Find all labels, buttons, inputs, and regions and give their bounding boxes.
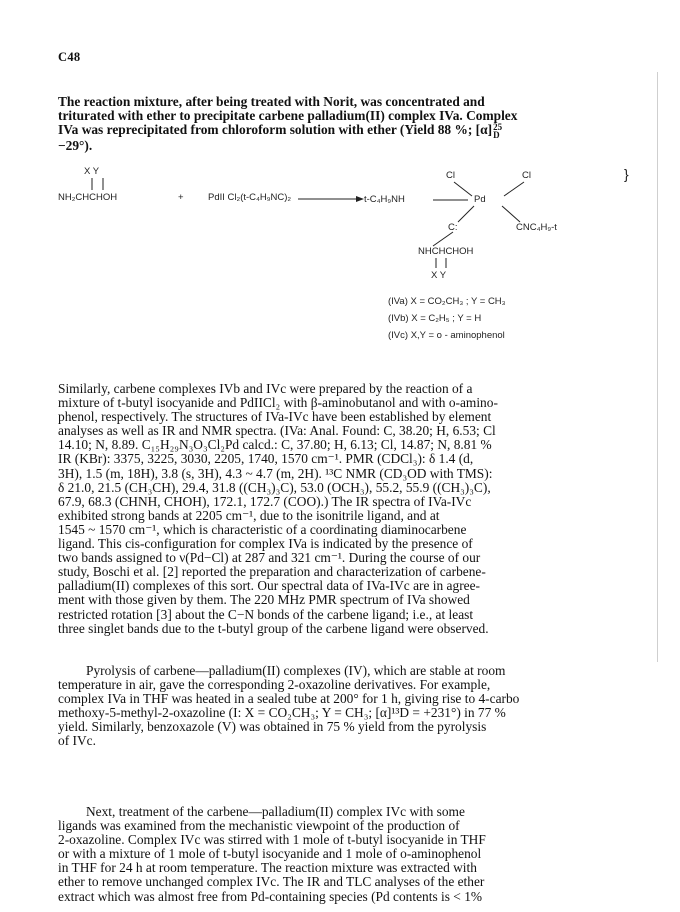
isonitrile-ligand: CNC₄H₉-t <box>516 222 557 233</box>
text-line: palladium(II) complexes of this sort. Our spectral data of IVa-IVc are in agree- <box>58 579 481 594</box>
text-line: three singlet bands due to the t-butyl group of the carbene ligand were observed. <box>58 621 489 636</box>
plus-sign: + <box>178 192 184 203</box>
text-line: 14.10; N, 8.89. C₁₅H₂₉N₃O₃Cl₂Pd calcd.: C, 37.80; H, 6.13; Cl, 14.87; N, 8.81 % <box>58 438 492 453</box>
scheme-bonds <box>58 160 658 365</box>
reactant-aminoalcohol: NH₂CHCHOH <box>58 192 118 203</box>
text-line: Next, treatment of the carbene—palladium(II) complex IVc with some <box>86 805 465 819</box>
text-line: triturated with ether to precipitate carbene palladium(II) complex IVa. Complex <box>58 109 518 124</box>
text-line: The reaction mixture, after being treated with Norit, was concentrated and <box>58 95 485 109</box>
text-line: IR (KBr): 3375, 3225, 3030, 2205, 1740, 1570 cm⁻¹. PMR (CDCl₃): δ 1.4 (d, <box>58 452 474 467</box>
text-line: IVa was reprecipitated from chloroform solution with ether (Yield 88 %; [α] 25 D <box>58 123 503 140</box>
compound-definition: (IVa) X = CO₂CH₃ ; Y = CH₃ <box>388 296 506 307</box>
scheme-bracket: } <box>624 166 629 182</box>
compound-definition: (IVc) X,Y = o - aminophenol <box>388 330 505 341</box>
text-line: of IVc. <box>58 734 96 749</box>
carbene-substituent: NHCHCHOH <box>418 246 474 257</box>
text-line: extract which was almost free from Pd-containing species (Pd contents is < 1% <box>58 889 483 904</box>
text-line: two bands assigned to ν(Pd−Cl) at 287 and 321 cm⁻¹. During the course of our <box>58 551 481 566</box>
text-line: methoxy-5-methyl-2-oxazoline (I: X = CO₂CH₃; Y = CH₃; [α]¹³D = +231°) in 77 % <box>58 706 506 721</box>
text-line: restricted rotation [3] about the C−N bonds of the carbene ligand; i.e., at least <box>58 607 474 622</box>
paragraph-pyrolysis <box>58 664 648 749</box>
chloride-right: Cl <box>522 170 531 181</box>
palladium-reagent: PdII Cl₂(t-C₄H₉NC)₂ <box>208 192 292 203</box>
text-line: temperature in air, gave the corresponding 2-oxazoline derivatives. For example, <box>58 678 491 693</box>
text-line: 3H), 1.5 (m, 18H), 3.8 (s, 3H), 4.3 ~ 4.7 (m, 2H). ¹³C NMR (CD₃OD with TMS): <box>58 466 493 481</box>
text-line: δ 21.0, 21.5 (CH₃CH), 29.4, 31.8 ((CH₃)₃C), 53.0 (OCH₃), 55.2, 55.9 ((CH₃)₃C), <box>58 480 491 495</box>
paragraph-mechanism <box>58 805 648 904</box>
text-line: 2-oxazoline. Complex IVc was stirred with 1 mole of t-butyl isocyanide in THF <box>58 833 486 848</box>
text-line: ligands was examined from the mechanistic viewpoint of the production of <box>58 819 460 834</box>
text-line: mixture of t-butyl isocyanide and PdIICl₂ with β-aminobutanol and with o-amino- <box>58 396 498 411</box>
text-line: ment with those given by them. The 220 MHz PMR spectrum of IVa showed <box>58 593 470 608</box>
text-line: or with a mixture of 1 mole of t-butyl isocyanide and 1 mole of o-aminophenol <box>58 847 482 862</box>
text-line: −29°). <box>58 139 93 154</box>
paragraph-characterization <box>58 382 648 636</box>
text-line: phenol, respectively. The structures of IVa-IVc have been established by element <box>58 410 492 425</box>
text-line: complex IVa in THF was heated in a sealed tube at 200° for 1 h, giving rise to 4-carbo <box>58 692 520 707</box>
text-line: ligand. This cis-configuration for complex IVa is indicated by the presence of <box>58 537 473 552</box>
page-label: C48 <box>58 50 81 64</box>
reactant-xy: X Y <box>84 166 100 177</box>
text-line: in THF for 24 h at room temperature. The reaction mixture was extracted with <box>58 861 477 876</box>
chloride-left: Cl <box>446 170 455 181</box>
text-line: exhibited strong bands at 2205 cm⁻¹, due to the isonitrile ligand, and at <box>58 508 440 523</box>
carbene-carbon: C: <box>448 222 458 233</box>
paragraph-intro <box>58 95 648 153</box>
product-xy: X Y <box>431 270 447 281</box>
text-line: 67.9, 68.3 (CHNH, CHOH), 172.1, 172.7 (COO).) The IR spectra of IVa-IVc <box>58 494 472 509</box>
text-line: Similarly, carbene complexes IVb and IVc were prepared by the reaction of a <box>58 382 473 396</box>
text-line: ether to remove unchanged complex IVc. The IR and TLC analyses of the ether <box>58 875 485 890</box>
amine-ligand: t-C₄H₉NH <box>364 194 405 205</box>
compound-definition: (IVb) X = C₂H₅ ; Y = H <box>388 313 482 324</box>
text-line: yield. Similarly, benzoxazole (V) was obtained in 75 % yield from the pyrolysis <box>58 720 487 735</box>
text-line: Pyrolysis of carbene—palladium(II) complexes (IV), which are stable at room <box>86 664 506 678</box>
palladium-center: Pd <box>474 194 486 205</box>
text-line: 1545 ~ 1570 cm⁻¹, which is characteristic of a coordinating diaminocarbene <box>58 522 467 537</box>
text-line: analyses as well as IR and NMR spectra. (IVa: Anal. Found: C, 38.20; H, 6.53; Cl <box>58 424 496 439</box>
reaction-scheme <box>58 160 658 365</box>
text-line: study, Boschi et al. [2] reported the preparation and characterization of carbene- <box>58 565 486 580</box>
